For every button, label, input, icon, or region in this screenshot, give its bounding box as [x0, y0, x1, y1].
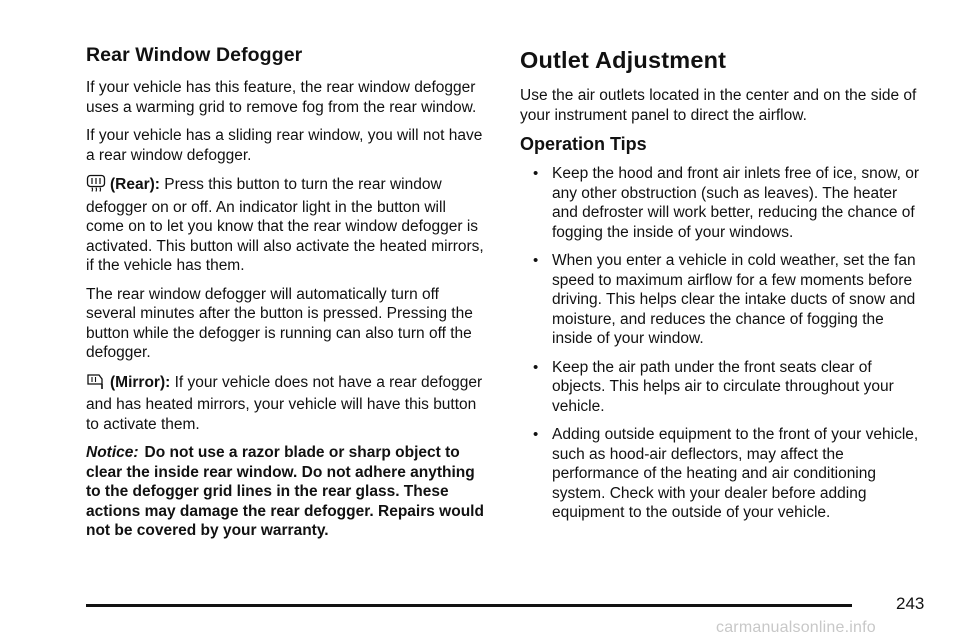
list-item: • Keep the air path under the front seats clear of objects. This helps air to circulate throughout your vehicle.	[533, 358, 894, 415]
list-item: • Adding outside equipment to the front of your vehicle, such as hood-air deflectors, may affect the performance of the heating and air conditioning system. Check with your dealer before adding equipment to the outside of your vehicle.	[533, 426, 919, 521]
rear-defogger-icon	[86, 174, 106, 198]
operation-tips-heading: Operation Tips	[520, 134, 647, 154]
outlet-intro-paragraph: Use the air outlets located in the center and on the side of your instrument panel to direct the airflow.	[520, 87, 917, 124]
notice-text: Do not use a razor blade or sharp object to clear the inside rear window. Do not adhere anything to the defogger grid lines in the rear glass. These actions may damage the rear defogger. Repairs would not be covered by your warranty.	[86, 444, 484, 539]
list-item: • When you enter a vehicle in cold weather, set the fan speed to maximum airflow for a few moments before driving. This helps clear the intake ducts of snow and moisture, and reduces the chance of fogging the inside of your window.	[533, 252, 916, 347]
heated-mirror-icon	[86, 372, 106, 396]
right-column	[520, 44, 920, 532]
rear-button-paragraph	[86, 174, 486, 276]
mirror-button-paragraph	[86, 372, 486, 435]
bullet-icon: •	[533, 165, 539, 182]
bullet-icon: •	[533, 426, 539, 443]
page-number: 243	[896, 594, 925, 613]
rear-button-label: (Rear):	[110, 176, 160, 193]
operation-tips-list	[520, 164, 920, 523]
left-column	[86, 44, 486, 550]
rear-button-description: Press this button to turn the rear window defogger on or off. An indicator light in the button will come on to let you know that the rear window defogger is activated. This button will also activate the heated mirrors, if the vehicle has them.	[86, 176, 484, 274]
notice-label: Notice:	[86, 444, 139, 461]
list-item: • Keep the hood and front air inlets free of ice, snow, or any other obstruction (such as leaves). The heater and defroster will work better, reducing the chance of fogging the inside of your windows.	[533, 165, 920, 241]
rear-window-defogger-heading: Rear Window Defogger	[86, 44, 303, 66]
bullet-icon: •	[533, 358, 539, 376]
auto-off-paragraph: The rear window defogger will automatically turn off several minutes after the button is pressed. Pressing the button while the defogger is running can also turn off the defogger.	[86, 285, 473, 361]
outlet-adjustment-heading: Outlet Adjustment	[520, 47, 727, 73]
defogger-intro-paragraph: If your vehicle has this feature, the rear window defogger uses a warming grid to remove fog from the rear window.	[86, 79, 477, 116]
mirror-button-description: If your vehicle does not have a rear defogger and has heated mirrors, your vehicle will have this button to activate them.	[86, 373, 483, 433]
footer-rule	[86, 604, 852, 607]
notice-paragraph	[86, 443, 486, 541]
sliding-window-paragraph: If your vehicle has a sliding rear window, you will not have a rear window defogger.	[86, 127, 483, 164]
watermark-text: carmanualsonline.info	[716, 619, 876, 636]
bullet-icon: •	[533, 252, 539, 269]
mirror-button-label: (Mirror):	[110, 373, 171, 391]
